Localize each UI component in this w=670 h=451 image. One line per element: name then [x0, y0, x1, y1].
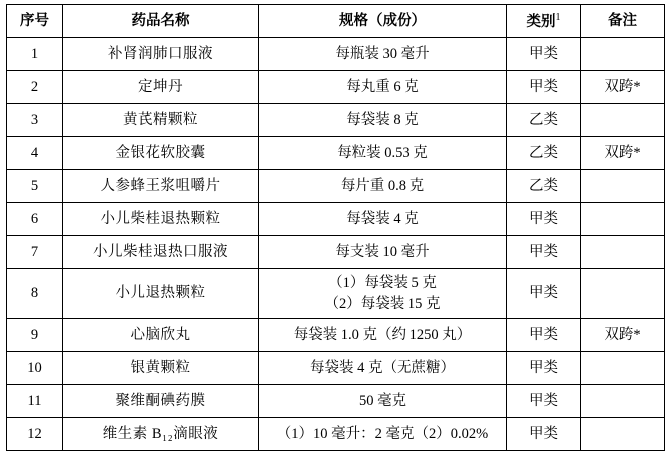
- table-row: [7, 418, 665, 451]
- table-row: [7, 71, 665, 104]
- cell-drug-name: 聚维酮碘药膜: [63, 385, 259, 418]
- cell-category: 甲类: [507, 38, 581, 71]
- cell-no: 6: [7, 203, 63, 236]
- cell-no: 11: [7, 385, 63, 418]
- column-header-spec-label: 规格（成份）: [339, 12, 426, 29]
- cell-note: [581, 104, 665, 137]
- table-row: [7, 319, 665, 352]
- spec-line: 每袋装 4 克: [346, 210, 419, 227]
- cell-no: 5: [7, 170, 63, 203]
- cell-category: 乙类: [507, 170, 581, 203]
- cell-note: 双跨*: [581, 137, 665, 170]
- drug-list-table: [6, 4, 665, 451]
- cell-note: [581, 170, 665, 203]
- cell-category: 甲类: [507, 352, 581, 385]
- cell-category: 甲类: [507, 236, 581, 269]
- table-row: [7, 236, 665, 269]
- cell-note: 双跨*: [581, 319, 665, 352]
- cell-category: 甲类: [507, 269, 581, 319]
- spec-line: 每丸重 6 克: [346, 78, 419, 95]
- cell-no: 9: [7, 319, 63, 352]
- spec-line: 每袋装 1.0 克（约 1250 丸）: [293, 326, 472, 343]
- cell-spec: [259, 203, 507, 236]
- table-row: [7, 203, 665, 236]
- cell-no: 12: [7, 418, 63, 451]
- table-header-row: [7, 5, 665, 38]
- cell-no: 10: [7, 352, 63, 385]
- cell-drug-name: 人参蜂王浆咀嚼片: [63, 170, 259, 203]
- cell-no: 2: [7, 71, 63, 104]
- table-row: [7, 352, 665, 385]
- table-row: [7, 170, 665, 203]
- spec-line: 每瓶装 30 毫升: [335, 45, 430, 62]
- cell-category: 甲类: [507, 418, 581, 451]
- cell-drug-name: 定坤丹: [63, 71, 259, 104]
- column-header-spec: [259, 5, 507, 38]
- spec-line: 每支装 10 毫升: [335, 243, 430, 260]
- cell-spec: [259, 236, 507, 269]
- column-header-category-footnote: 1: [555, 11, 561, 23]
- cell-drug-name: 金银花软胶囊: [63, 137, 259, 170]
- cell-spec: [259, 418, 507, 451]
- cell-drug-name: 补肾润肺口服液: [63, 38, 259, 71]
- column-header-no: [7, 5, 63, 38]
- cell-category: 乙类: [507, 104, 581, 137]
- column-header-category-label: 类别: [526, 13, 556, 30]
- cell-category: 甲类: [507, 203, 581, 236]
- table-row: [7, 269, 665, 319]
- cell-category: 乙类: [507, 137, 581, 170]
- cell-note: [581, 236, 665, 269]
- table-row: [7, 385, 665, 418]
- spec-line: 每袋装 8 克: [346, 111, 419, 128]
- cell-drug-name: 黄芪精颗粒: [63, 104, 259, 137]
- spec-line: （2）每袋装 15 克: [324, 295, 441, 312]
- cell-no: 8: [7, 269, 63, 319]
- cell-note: [581, 418, 665, 451]
- cell-spec: [259, 71, 507, 104]
- spec-line: （1）每袋装 5 克: [328, 275, 437, 292]
- cell-spec: [259, 352, 507, 385]
- spec-line: 50 毫克: [358, 392, 407, 409]
- column-header-category: [507, 5, 581, 38]
- spec-line: （1）10 毫升：2 毫克（2）0.02%: [276, 425, 489, 442]
- cell-note: [581, 269, 665, 319]
- table-row: [7, 38, 665, 71]
- cell-drug-name: 小儿柴桂退热口服液: [63, 236, 259, 269]
- table-row: [7, 104, 665, 137]
- table-header: [7, 5, 665, 38]
- cell-no: 3: [7, 104, 63, 137]
- table-body: [7, 38, 665, 451]
- spec-line: 每袋装 4 克（无蔗糖）: [310, 359, 455, 376]
- cell-spec: [259, 137, 507, 170]
- cell-drug-name: 小儿退热颗粒: [63, 269, 259, 319]
- cell-drug-name: 银黄颗粒: [63, 352, 259, 385]
- cell-no: 1: [7, 38, 63, 71]
- table-row: [7, 137, 665, 170]
- spec-line: 每粒装 0.53 克: [337, 144, 428, 161]
- cell-spec: [259, 38, 507, 71]
- cell-spec: [259, 385, 507, 418]
- column-header-note: [581, 5, 665, 38]
- column-header-no-label: 序号: [20, 12, 49, 29]
- cell-drug-name: 心脑欣丸: [63, 319, 259, 352]
- cell-no: 7: [7, 236, 63, 269]
- spec-line: 每片重 0.8 克: [340, 177, 425, 194]
- cell-note: 双跨*: [581, 71, 665, 104]
- cell-category: 甲类: [507, 319, 581, 352]
- cell-category: 甲类: [507, 71, 581, 104]
- cell-note: [581, 352, 665, 385]
- cell-no: 4: [7, 137, 63, 170]
- cell-spec: [259, 269, 507, 319]
- column-header-name: [63, 5, 259, 38]
- column-header-note-label: 备注: [608, 12, 637, 29]
- cell-drug-name: 维生素 B₁₂滴眼液: [63, 418, 259, 451]
- cell-note: [581, 385, 665, 418]
- cell-drug-name: 小儿柴桂退热颗粒: [63, 203, 259, 236]
- column-header-name-label: 药品名称: [131, 12, 190, 29]
- cell-note: [581, 38, 665, 71]
- cell-note: [581, 203, 665, 236]
- cell-category: 甲类: [507, 385, 581, 418]
- cell-spec: [259, 319, 507, 352]
- cell-spec: [259, 170, 507, 203]
- cell-spec: [259, 104, 507, 137]
